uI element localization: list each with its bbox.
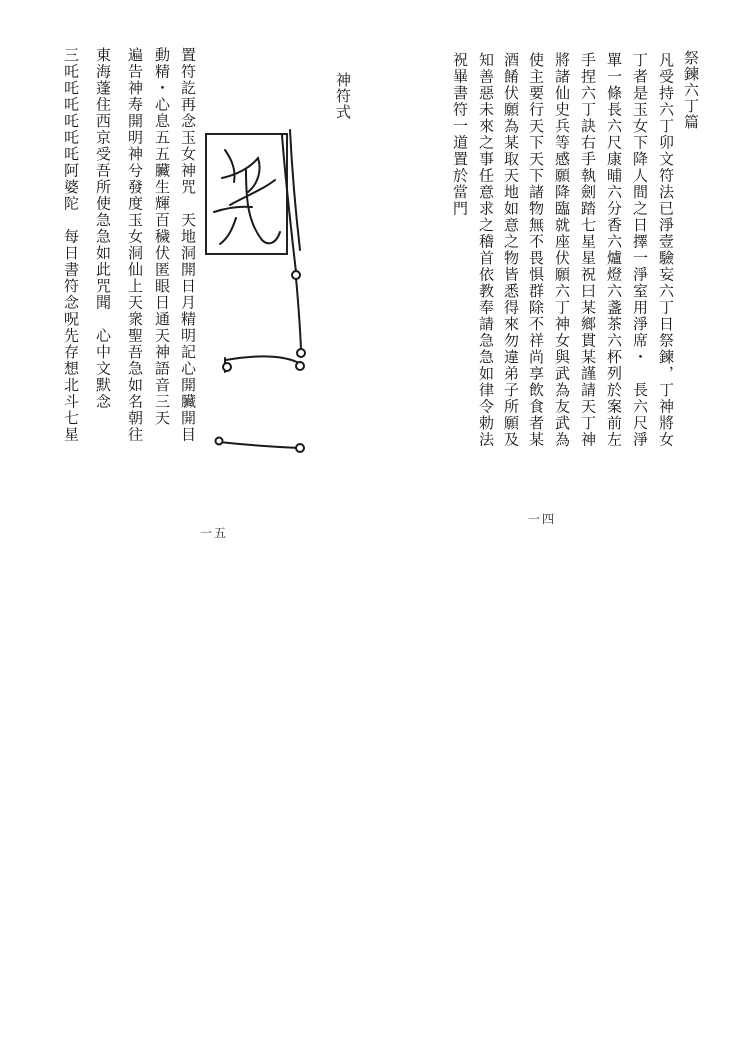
right-text-column-9: 祝畢書符一道置於當門	[451, 52, 469, 217]
right-text-column-3: 單一條長六尺康晡六分香六爐燈六盞茶六杯列於案前左	[605, 52, 623, 448]
right-page-number: 一四	[528, 512, 557, 526]
right-text-column-2: 丁者是玉女下降人間之日擇一淨室用淨席・ 長六尺淨	[631, 52, 649, 448]
left-text-column-3: 遍告神寿開明神兮發度玉女洞仙上天衆聖吾急如名朝往	[126, 47, 144, 443]
left-text-column-5: 三吒吒吒吒吒吒阿婆陀 每日書符念呪先存想北斗七星	[62, 47, 80, 443]
right-text-column-6: 使主要行天下天下諸物無不畏惧群除不祥尚享飲食者某	[527, 52, 545, 448]
talisman-frame	[205, 133, 288, 255]
right-text-column-7: 酒餚伏願為某取天地如意之物皆悉得來勿違弟子所願及	[502, 52, 520, 448]
right-text-column-4: 手捏六丁訣右手執劍踏七星星祝曰某鄉貫某謹請天丁神	[579, 52, 597, 448]
talisman-heading: 神符式	[334, 72, 352, 120]
right-text-column-8: 知善惡未來之事任意求之稽首依教奉請急急如律令勅法	[477, 52, 495, 448]
right-text-column-1: 凡受持六丁卯文符法已淨壹驗妄六丁日祭鍊，丁神將女	[657, 52, 675, 448]
left-text-column-4: 東海蓬住西京受吾所使急急如此咒聞 心中文默念	[94, 47, 112, 410]
left-text-column-2: 動精・心息五五臟生輝百穢伏匿眼日通天神語音三天	[153, 47, 171, 427]
right-page-title: 祭鍊六丁篇	[682, 50, 700, 130]
left-text-column-1: 置符訖再念玉女神咒 天地洞開日月精明記心開臟開目	[179, 47, 197, 443]
left-page-number: 一五	[200, 526, 229, 540]
right-text-column-5: 將諸仙史兵等感願降臨就座伏願六丁神女與武為友武為	[553, 52, 571, 448]
